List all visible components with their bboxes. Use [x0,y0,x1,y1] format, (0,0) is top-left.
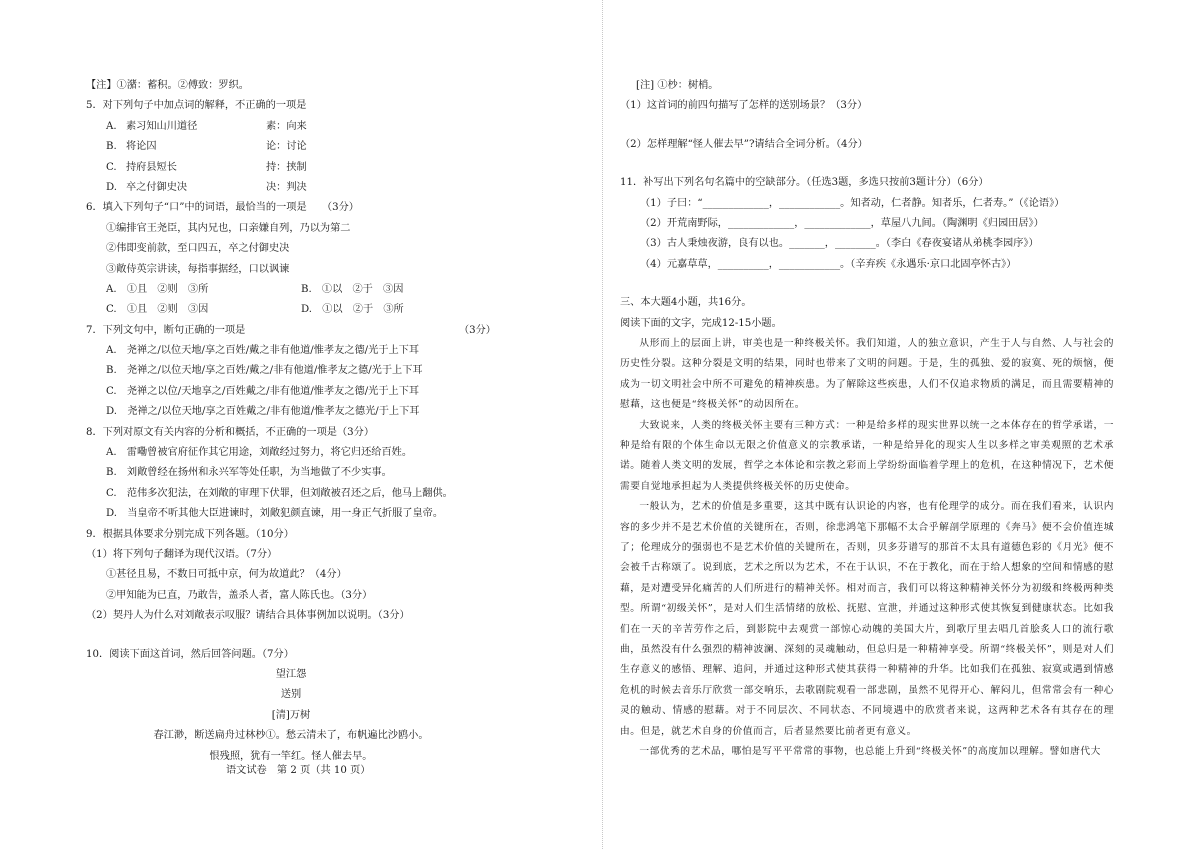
q9-sentence-2: ②甲知能为已直，乃敢告，盖杀人者，富人陈氏也。（3分） [106,589,373,601]
q6-options-row-2 [86,300,496,320]
poem-line-1: 春江渺，断送扁舟过林杪①。愁云清未了，布帆遍比沙鸥小。 [153,730,429,742]
q6-option-a: A. ①且 ②则 ③所 [106,283,209,295]
q8-option-a: A. 雷嘞曾被官府征作其它用途，刘敞经过努力，将它归还给百姓。 [106,447,413,459]
right-page [620,76,1114,762]
reading-paragraph-2: 大致说来，人类的终极关怀主要有三种方式：一种是给多样的现实世界以统一之本体存在的哲学承诺，一种是给有限的个体生命以无限之价值意义的宗教承诺，一种是给异化的现实人生以多样之审美观照的艺术承诺。随着人类文明的发展，哲学之本体论和宗教之彩而上学纷纷面临着学理上的危机，在这种情况下，艺术便需要自觉地承担起为人类提供终极关怀的历史使命。 [620,419,1114,492]
q6-option-d: D. ①以 ②于 ③所 [301,304,404,316]
q5-option-c: C. 持府县短长 持：挟制 [106,161,307,173]
q11-item-3: （3）古人秉烛夜游，良有以也。_______，________。（李白《春夜宴诸从弟桃李园序》） [640,238,1039,250]
q7-option-c: C. 尧禅之以位/天地享之/百姓戴之/非有他道/惟孝友之德/光于上下耳 [106,385,420,397]
q5-option-d: D. 卒之付御史决 决：判决 [106,181,307,193]
q7-score: （3分） [458,324,496,336]
q6-stem: 6．填入下列句子“口”中的词语，最恰当的一项是 （3分） [86,202,359,214]
reading-paragraph-1: 从形而上的层面上讲，审美也是一种终极关怀。我们知道，人的独立意识，产生于人与自然、人与社会的历史性分裂。这种分裂是文明的结果，同时也带来了文明的问题。于是，生的孤独、爱的寂寞、死的烦恼，便成为一切文明社会中所不可避免的精神疾患。为了解除这些疾患，人们不仅追求物质的满足，而且需要精神的慰藉，这也便是“终极关怀”的动因所在。 [620,337,1114,411]
poem-title: 望江怨 [275,668,307,680]
q5-option-b: B. 将论囚 论：讨论 [106,141,307,153]
q11-item-1: （1）子曰：“_____________，____________。知者动，仁者静。知者乐，仁者寿。”（《论语》） [640,197,1065,209]
q10-stem: 10．阅读下面这首词，然后回答问题。（7分） [86,648,294,660]
q7-option-d: D. 尧禅之/以位天地/享之百姓戴之/非有他道/惟孝友之德光/于上下耳 [106,406,420,418]
q11-item-2: （2）开荒南野际，_____________，_____________，草屋八九间。（陶渊明《归园田居》） [640,217,1044,229]
q8-option-d: D. 当皇帝不听其他大臣进谏时，刘敞犯颜直谏，用一身正气折服了皇帝。 [106,508,444,520]
q10-part-2: （2）怎样理解“怪人催去早”?请结合全词分析。（4分） [620,138,868,150]
poem-note: [注] ①杪：树梢。 [636,80,719,91]
q8-option-b: B. 刘敞曾经在扬州和永兴军等处任职，为当地做了不少实事。 [106,467,392,479]
reading-paragraph-3: 一般认为，艺术的价值是多重要，这其中既有认识论的内容，也有伦理学的成分。而在我们看来，认识内容的多少并不是艺术价值的关键所在，否则，徐悲鸿笔下那幅不太合乎解剖学原理的《奔马》便不会价值连城了；伦理成分的强弱也不是艺术价值的关键所在，否则，贝多芬谱写的那首不太具有道德色彩的《月光》便不会被千古称颂了。说到底，艺术之所以为艺术，不在于认识，不在于教化，而在于给人想象的空间和情感的慰藉，是对遭受异化痛苦的人们所进行的精神关怀。相对而言，我们可以将这种精神关怀分为初级和终极两种类型。所谓“初级关怀”，是对人们生活情绪的放松、抚慰、宣泄，并通过这种形式使其恢复到健康状态。比如我们在一天的辛苦劳作之后，到影院中去观赏一部惊心动魄的美国大片，到歌厅里去唱几首脍炙人口的流行歌曲，虽然没有什么强烈的精神波澜、深刻的灵魂触动，但总归是一种精神享受。所谓“终极关怀”，则是对人们生存意义的感悟、理解、追问，并通过这种形式使其获得一种精神的升华。比如我们在孤独、寂寞或遇到情感危机的时候去音乐厅欣赏一部交响乐，去歌剧院观看一部悲剧，虽然不见得开心、解闷儿，但常常会有一种心灵的触动、情感的慰藉。对于不同层次、不同状态、不同境遇中的欣赏者来说，这两种艺术各有其存在的理由。但是，就艺术自身的价值而言，后者显然要比前者更有意义。 [620,501,1114,737]
left-page [86,76,496,781]
poem-line-2: 恨残照，犹有一竿红。怪人催去早。 [209,750,373,762]
section-3-heading: 三、本大题4小题，共16分。 [620,297,752,309]
q5-option-a: A. 素习知山川道径 素：向来 [106,120,307,132]
q7-stem: 7．下列文句中，断句正确的一项是 （3分） [86,321,496,341]
reading-paragraph-4: 一部优秀的艺术品，哪怕是写平平常常的事物，也总能上升到“终极关怀”的高度加以理解。譬如唐代大 [639,746,1101,758]
q11-stem: 11．补写出下列名句名篇中的空缺部分。（任选3题，多选只按前3题计分）（6分） [620,177,989,189]
q6-option-c: C. ①且 ②则 ③因 [106,304,209,316]
reading-intro: 阅读下面的文字，完成12-15小题。 [620,317,782,329]
q7-option-a: A. 尧禅之/以位天地/享之百姓/戴之非有他道/惟孝友之德/光于上下耳 [106,345,420,357]
q6-sentence-2: ②伟即变前款，至口四五，卒之付御史决 [106,243,290,255]
page-divider [602,0,603,849]
q9-sub2: （2）契丹人为什么对刘敞表示叹服？请结合具体事例加以说明。（3分） [86,610,410,622]
q9-sentence-1: ①甚径且易，不数日可抵中京，何为故道此？（4分） [106,569,347,581]
q10-part-1: （1）这首词的前四句描写了怎样的送别场景？（3分） [620,100,868,112]
q6-score: （3分） [327,202,359,214]
q6-sentence-3: ③敞侍英宗讲读，每指事据经，口以讽谏 [106,263,290,275]
q6-options-row-1 [86,280,496,300]
q11-item-4: （4）元嘉草草，__________，____________。（辛弃疾《永遇乐·京口北固亭怀古》） [640,258,1017,270]
poem-author: [清]万树 [271,709,311,721]
q6-sentence-1: ①编排官王尧臣，其内兄也，口亲嫌自列，乃以为第二 [106,222,351,234]
page-footer: 语文试卷 第 2 页（共 10 页） [226,764,371,776]
q9-sub1: （1）将下列句子翻译为现代汉语。（7分） [86,548,278,560]
poem-subtitle: 送别 [280,689,302,701]
q5-stem: 5．对下列句子中加点词的解释，不正确的一项是 [86,100,307,112]
q7-option-b: B. 尧禅之/以位天地/享之百姓/戴之/非有他道/惟孝友之德/光于上下耳 [106,365,423,377]
q9-stem: 9．根据具体要求分别完成下列各题。（10分） [86,528,294,540]
q8-option-c: C. 范伟多次犯法，在刘敞的审理下伏罪，但刘敞被召还之后，他马上翻供。 [106,487,453,499]
annotation-note: 【注】①潴：蓄积。②傅致：罗织。 [86,80,249,91]
q8-stem: 8．下列对原文有关内容的分析和概括，不正确的一项是（3分） [86,426,375,438]
q6-option-b: B. ①以 ②于 ③因 [301,283,404,295]
